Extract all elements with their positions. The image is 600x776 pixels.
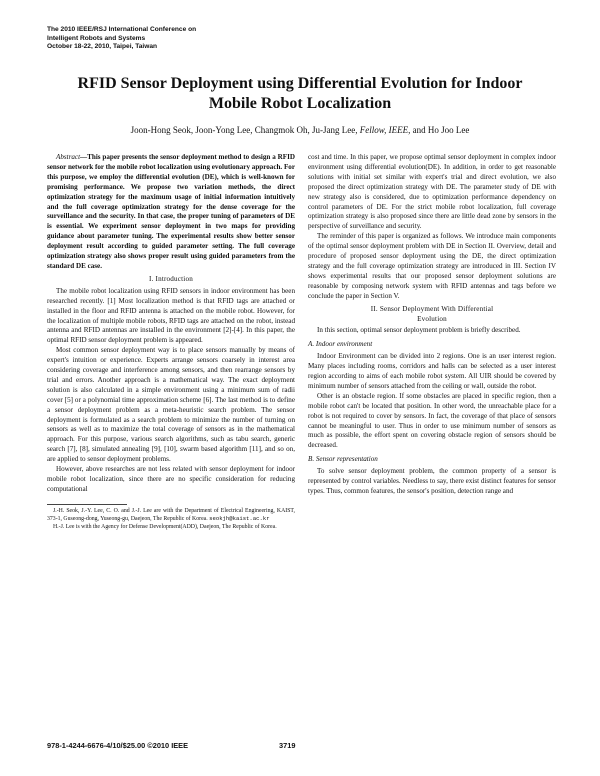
title-line: RFID Sensor Deployment using Differential Evolution for Indoor <box>77 75 523 92</box>
footnote-rule <box>47 504 127 505</box>
footnote-email: seokjh@kaist.ac.kr <box>209 515 270 523</box>
abstract <box>47 153 295 272</box>
author-list <box>40 124 560 136</box>
page-number: 3719 <box>279 741 296 750</box>
authors-main: Joon-Hong Seok, Joon-Yong Lee, Changmok Oh, Ju-Jang Lee, <box>130 125 360 135</box>
paragraph: The mobile robot localization using RFID sensors in indoor environment has been researched recently. [1] Most localization method is that RFID tags are attached or installed in the floor and RFID antenna is attached on the mobile robot. However, for the localization of multiple mobile robots, RFID tags are attached on the robot, instead antenna and RFID antennas are installed in the environment [2]-[4]. In this paper, the optimal RFID sensor deployment problem is appeared. <box>47 286 295 345</box>
paragraph: In this section, optimal sensor deployment problem is briefly described. <box>317 326 521 335</box>
paragraph: Other is an obstacle region. If some obstacles are placed in specific region, then a mobile robot can't be located that position. In other word, the unreachable place for a robot is not required to cover by sensors. In fact, the coverage of that place of sensors cannot be meaningful to user. Thus in order to use minimum number of sensors as much as possible, the effort spent on covering obstacle region of sensors should be decreased. <box>308 391 556 450</box>
title-line: Mobile Robot Localization <box>208 95 392 112</box>
authors-fellow: Fellow, IEEE, <box>359 125 411 135</box>
subsection-heading: A. Indoor environment <box>308 340 373 349</box>
paper-title <box>40 74 560 114</box>
footnote <box>47 508 295 524</box>
paragraph: Indoor Environment can be divided into 2 regions. One is an user interest region. Many places including rooms, corridors and halls can be selected as a user interest region according to aims of each mobile robot system. All UIR should be covered by minimum number of sensors attached from the ceiling or wall, outside the robot. <box>308 352 556 390</box>
conference-header <box>47 26 307 52</box>
paragraph: To solve sensor deployment problem, the common property of a sensor is represented by control variables. Needless to say, there exist distinct features for sensor types. Thus, common features, the sensor's position, detection range and <box>308 467 556 495</box>
section-heading-line: Evolution <box>417 314 447 323</box>
paragraph: cost and time. In this paper, we propose optimal sensor deployment in complex indoor environment using differential evolution(DE). In addition, in order to get reasonable solutions with initial set similar with expert's trial and direct evolution, we also proposed the direct optimization strategy with DE. The parameter study of DE with new strategy also is considered, due to optimization performance dependency on control parameters of DE. For the strict mobile robot localization, full coverage optimization strategy is also proposed since there are little dead zone by sensors in the perspective of surveillance and security. <box>308 153 556 231</box>
conference-line: Intelligent Robots and Systems <box>47 34 146 42</box>
abstract-lead: Abstract <box>56 153 81 161</box>
section-heading-line: II. Sensor Deployment With Differential <box>370 304 494 313</box>
left-column <box>47 153 295 531</box>
authors-end: and Ho Joo Lee <box>410 125 470 135</box>
abstract-text: —This paper presents the sensor deployment method to design a RFID sensor network for the mobile robot localization using evolutionary approach. For this purpose, we employ the differential evolution (DE), which is well-known for promising performance. We propose two variation methods, the direct optimization strategy for the maximum usage of initial information intuitively and the full coverage optimization strategy for the dense coverage for the surveillance and the security. In that case, the proper tuning of parameters of DE is essential. We experiment sensor deployment in two maps for providing guidance about parameter tuning. The experimental results show better sensor deployment result according to guided parameter setting. The full coverage optimization strategy also shows proper result using guided parameters from the standard DE case. <box>47 153 295 270</box>
conference-line: October 18-22, 2010, Taipei, Taiwan <box>47 43 158 51</box>
footnote: H.-J. Lee is with the Agency for Defense Development(ADD), Daejeon, The Republic of Korea. <box>53 523 277 530</box>
conference-line: The 2010 IEEE/RSJ International Conference on <box>47 26 197 33</box>
paragraph: Most common sensor deployment way is to place sensors manually by means of expert's intuition or experience. Experts arrange sensors coarsely in interest area considering coverage and interference among sensors, and then rearrange sensors by trial and errors. Another approach is a mathematical way. The exact deployment solution is also calculated in a simple environment using a minimum sum of radii cover [5] or a polynomial time approximation scheme [6]. The last method is to define a sensor deployment problem as a meta-heuristic search problem. The sensor deployment is formulated as a search problem to minimize the number of turning on sensors as well as to maximize the total coverage of sensors as in the mathematical approach. For this purpose, various search algorithms, such as tabu search, generic search [7], [8], simulated annealing [9], [10], swarm based algorithm [11], and so on, are applied to sensor deployment problems. <box>47 346 295 464</box>
section-heading: I. Introduction <box>149 274 193 283</box>
section-heading <box>308 305 556 325</box>
paragraph: However, above researches are not less related with sensor deployment for indoor mobile robot localization, since there are no specific consideration for reducing computational <box>47 465 295 493</box>
right-column <box>308 153 556 497</box>
paragraph: The reminder of this paper is organized as follows. We introduce main components of the optimal sensor deployment problem with DE in Section II. Overview, detail and procedure of proposed sensor deployment using the DE, the direct optimization strategy and the full coverage optimization strategy are introduced in III. Section IV shows experimental results that our proposed sensor deployment solutions are reasonable by composing network system with RFID antennas and tags before we conclude the paper in Section V. <box>308 232 556 300</box>
subsection-heading: B. Sensor representation <box>308 455 378 464</box>
footnote-text: J.-H. Seok, J.-Y. Lee, C. O. and J.-J. Lee are with the Department of Electrical Engineering, KAIST, 373-1, Guseong-dong, Yuseong-gu, Daejeon, The Republic of Korea. <box>47 507 295 523</box>
footer-isbn: 978-1-4244-6676-4/10/$25.00 ©2010 IEEE <box>47 741 189 750</box>
